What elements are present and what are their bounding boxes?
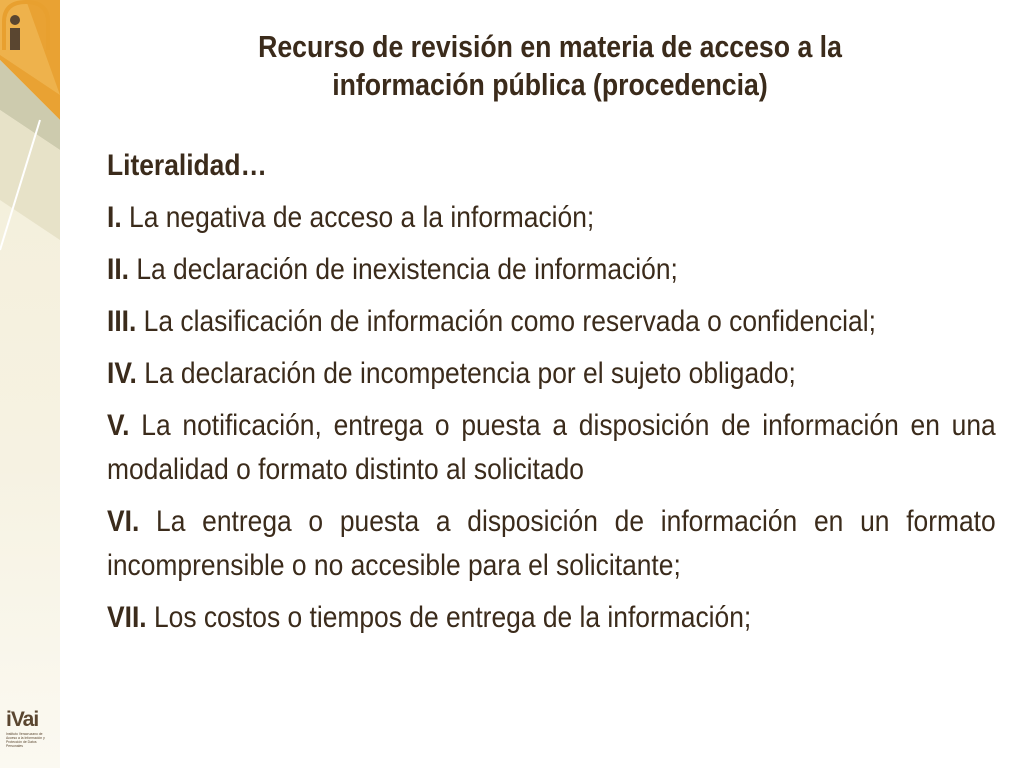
logo-subtitle: Instituto Veracruzano de Acceso a la Información y Protección de Datos Personales: [6, 732, 45, 748]
content-column: [107, 144, 996, 640]
list-item: [107, 248, 996, 292]
item-text: La declaración de incompetencia por el sujeto obligado;: [136, 357, 796, 390]
item-number: VII.: [107, 601, 147, 634]
list-item: [107, 404, 996, 492]
item-number: II.: [107, 253, 130, 286]
item-number: III.: [107, 305, 137, 338]
list-item: [107, 196, 996, 240]
item-number: I.: [107, 201, 122, 234]
ivai-logo-icon: [0, 0, 52, 96]
sidebar-shapes: [0, 0, 60, 768]
slide-content: [107, 144, 996, 648]
item-text: La notificación, entrega o puesta a disposición de información en una modalidad o formato distinto al solicitado: [107, 409, 996, 486]
list-item: [107, 300, 996, 344]
item-number: V.: [107, 409, 130, 442]
item-text: Los costos o tiempos de entrega de la información;: [146, 601, 752, 634]
item-number: IV.: [107, 357, 137, 390]
slide-title: Recurso de revisión en materia de acceso a la información pública (procedencia): [258, 29, 842, 102]
item-number: VI.: [107, 505, 140, 538]
logo-wordmark: iVai: [6, 708, 39, 731]
item-text: La declaración de inexistencia de información;: [129, 253, 678, 286]
item-text: La clasificación de información como reservada o confidencial;: [136, 305, 876, 338]
list-item: [107, 352, 996, 396]
decorative-sidebar: [0, 0, 60, 768]
item-text: La entrega o puesta a disposición de información en un formato incomprensible o no accesible para el solicitante;: [107, 505, 996, 582]
list-item: [107, 596, 996, 640]
section-heading: Literalidad…: [107, 149, 267, 182]
item-text: La negativa de acceso a la información;: [121, 201, 595, 234]
list-item: [107, 500, 996, 588]
